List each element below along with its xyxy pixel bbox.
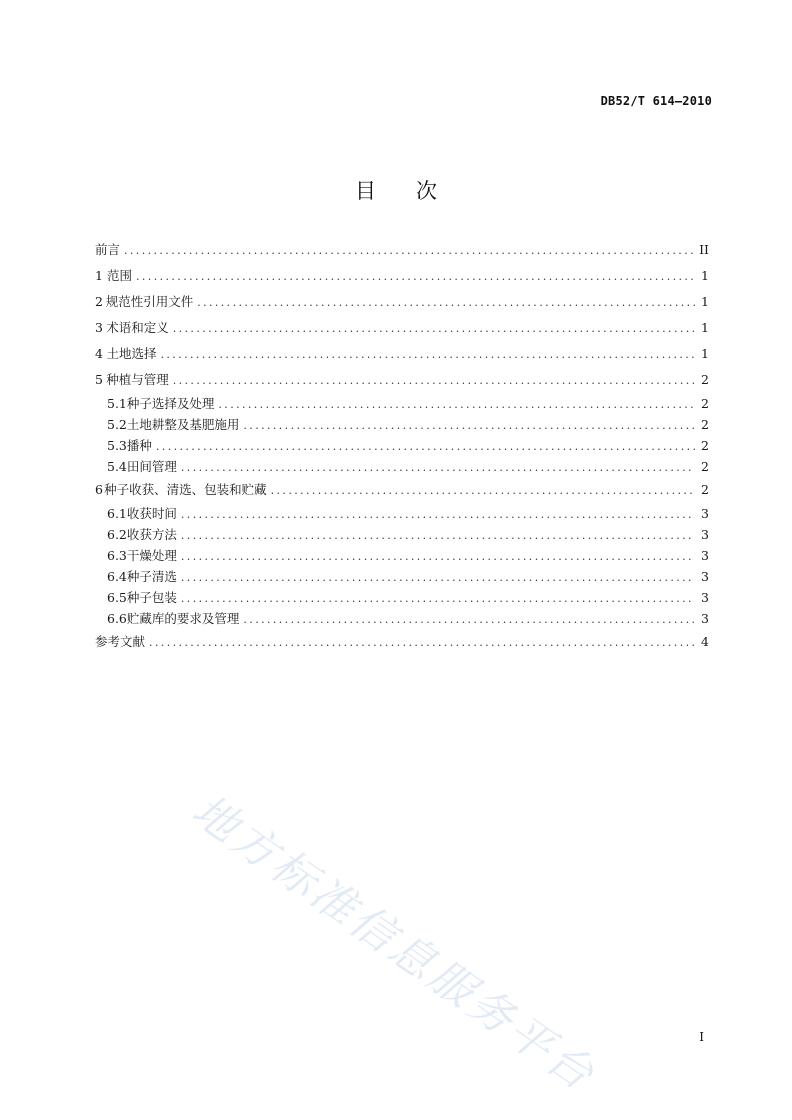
watermark: 地方标准信息服务平台 bbox=[182, 784, 606, 1102]
toc-entry-title: 前言 bbox=[95, 242, 121, 257]
toc-entry-page: 3 bbox=[701, 569, 709, 584]
toc-title bbox=[0, 175, 792, 205]
toc-entry-foreword[interactable] bbox=[95, 237, 709, 263]
toc-entry-page: 1 bbox=[701, 294, 709, 309]
toc-entry-page: 2 bbox=[701, 417, 709, 432]
toc-entry-number: 6.2 bbox=[107, 527, 127, 542]
toc-entry-1[interactable] bbox=[95, 263, 709, 289]
toc-entry-title: 收获方法 bbox=[126, 527, 177, 542]
toc-leader-dots bbox=[181, 546, 695, 567]
toc-entry-page: 3 bbox=[701, 590, 709, 605]
toc-entry-page: 1 bbox=[701, 320, 709, 335]
toc-entry-2[interactable] bbox=[95, 289, 709, 315]
toc-entry-title: 土地耕整及基肥施用 bbox=[126, 417, 240, 432]
toc-entry-title: 种子包装 bbox=[126, 590, 177, 605]
toc-entry-title: 参考文献 bbox=[95, 634, 146, 649]
toc-entry-title: 种子选择及处理 bbox=[126, 396, 215, 411]
toc-entry-6-1[interactable] bbox=[95, 503, 709, 524]
document-code: DB52/T 614—2010 bbox=[600, 94, 712, 108]
toc-entry-page: 2 bbox=[701, 396, 709, 411]
toc-entry-page: 4 bbox=[701, 634, 709, 649]
toc-entry-title: 土地选择 bbox=[106, 346, 157, 361]
toc-entry-3[interactable] bbox=[95, 315, 709, 341]
toc-leader-dots bbox=[218, 394, 695, 415]
toc-leader-dots bbox=[136, 264, 695, 290]
toc-leader-dots bbox=[181, 525, 695, 546]
toc-entry-number: 6.4 bbox=[107, 569, 127, 584]
toc-entry-5-2[interactable] bbox=[95, 414, 709, 435]
toc-leader-dots bbox=[160, 342, 695, 368]
toc-entry-title: 干燥处理 bbox=[126, 548, 177, 563]
toc-leader-dots bbox=[181, 457, 695, 478]
toc-entry-title: 范围 bbox=[107, 268, 133, 283]
toc-leader-dots bbox=[181, 567, 695, 588]
toc-entry-references[interactable] bbox=[95, 629, 709, 655]
toc-entry-6-6[interactable] bbox=[95, 608, 709, 629]
table-of-contents bbox=[95, 237, 709, 655]
toc-entry-5-1[interactable] bbox=[95, 393, 709, 414]
toc-entry-6-3[interactable] bbox=[95, 545, 709, 566]
toc-entry-title: 收获时间 bbox=[126, 506, 177, 521]
toc-entry-number: 5.3 bbox=[107, 438, 127, 453]
toc-entry-5[interactable] bbox=[95, 367, 709, 393]
toc-entry-page: 3 bbox=[701, 611, 709, 626]
toc-leader-dots bbox=[149, 630, 695, 656]
toc-leader-dots bbox=[181, 504, 695, 525]
toc-title-part2: 次 bbox=[416, 179, 437, 203]
page-number: I bbox=[699, 1030, 704, 1044]
toc-entry-page: 2 bbox=[701, 438, 709, 453]
toc-leader-dots bbox=[173, 368, 695, 394]
toc-entry-number: 6.5 bbox=[107, 590, 127, 605]
toc-entry-page: 1 bbox=[701, 268, 709, 283]
toc-entry-page: 3 bbox=[701, 548, 709, 563]
toc-leader-dots bbox=[124, 238, 695, 264]
toc-entry-6-2[interactable] bbox=[95, 524, 709, 545]
toc-entry-title: 种植与管理 bbox=[106, 372, 169, 387]
toc-leader-dots bbox=[197, 290, 695, 316]
toc-entry-number: 5.1 bbox=[107, 396, 127, 411]
toc-entry-page: 3 bbox=[701, 527, 709, 542]
toc-leader-dots bbox=[271, 478, 695, 504]
toc-entry-number: 5.4 bbox=[107, 459, 127, 474]
toc-entry-title: 规范性引用文件 bbox=[105, 294, 194, 309]
toc-leader-dots bbox=[156, 436, 695, 457]
toc-entry-title: 播种 bbox=[126, 438, 152, 453]
toc-leader-dots bbox=[173, 316, 695, 342]
toc-entry-title: 术语和定义 bbox=[106, 320, 169, 335]
toc-entry-page: 2 bbox=[701, 459, 709, 474]
toc-entry-title: 种子收获、清选、包装和贮藏 bbox=[104, 482, 267, 497]
toc-entry-page: 2 bbox=[701, 482, 709, 497]
toc-entry-5-4[interactable] bbox=[95, 456, 709, 477]
toc-entry-number: 6 bbox=[95, 482, 103, 497]
toc-entry-number: 6.1 bbox=[107, 506, 127, 521]
toc-entry-title: 种子清选 bbox=[126, 569, 177, 584]
toc-leader-dots bbox=[243, 415, 695, 436]
toc-entry-5-3[interactable] bbox=[95, 435, 709, 456]
toc-entry-6-4[interactable] bbox=[95, 566, 709, 587]
toc-entry-4[interactable] bbox=[95, 341, 709, 367]
toc-entry-page: 2 bbox=[701, 372, 709, 387]
toc-entry-number: 1 bbox=[95, 268, 103, 283]
toc-entry-number: 2 bbox=[95, 294, 103, 309]
toc-entry-number: 6.6 bbox=[107, 611, 127, 626]
toc-entry-6[interactable] bbox=[95, 477, 709, 503]
toc-entry-number: 5 bbox=[95, 372, 103, 387]
toc-entry-number: 5.2 bbox=[107, 417, 127, 432]
toc-entry-title: 田间管理 bbox=[126, 459, 177, 474]
toc-entry-number: 6.3 bbox=[107, 548, 127, 563]
toc-entry-number: 4 bbox=[95, 346, 103, 361]
toc-entry-page: 3 bbox=[701, 506, 709, 521]
toc-entry-6-5[interactable] bbox=[95, 587, 709, 608]
toc-entry-number: 3 bbox=[95, 320, 103, 335]
toc-title-part1: 目 bbox=[355, 179, 376, 203]
toc-entry-title: 贮藏库的要求及管理 bbox=[126, 611, 240, 626]
toc-entry-page: II bbox=[699, 242, 709, 257]
toc-leader-dots bbox=[181, 588, 695, 609]
toc-leader-dots bbox=[243, 609, 695, 630]
toc-entry-page: 1 bbox=[701, 346, 709, 361]
